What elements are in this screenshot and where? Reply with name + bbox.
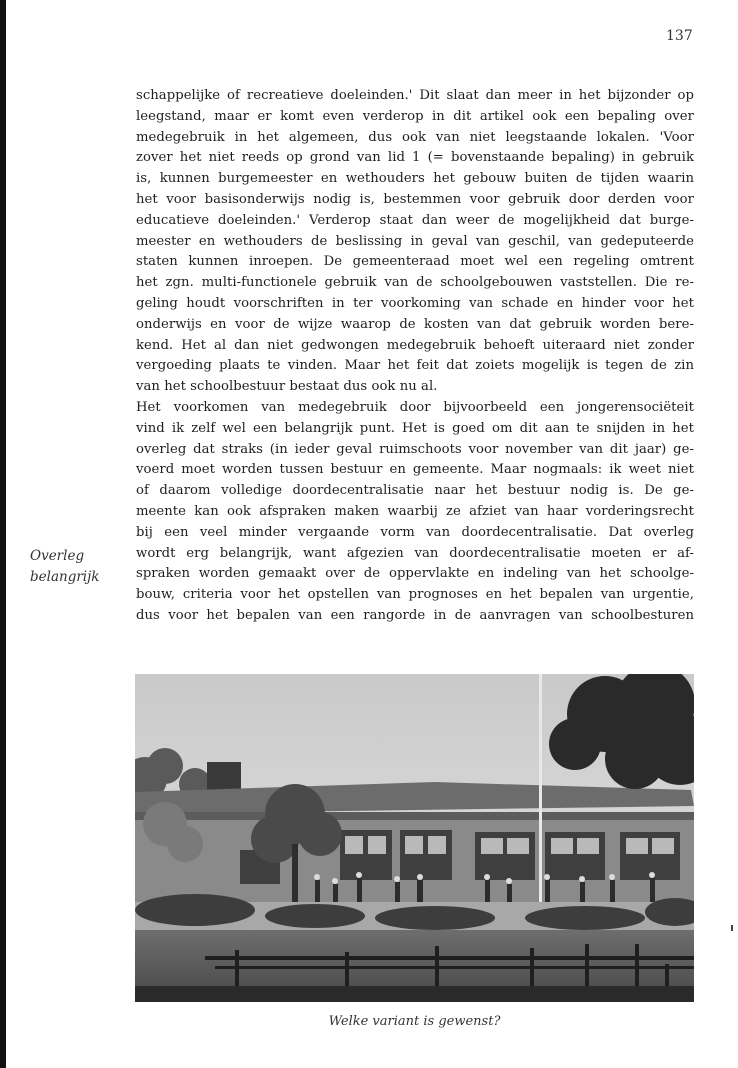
body-line: geling houdt voorschriften in ter voorkoming van schade en hinder voor het [136, 295, 694, 311]
body-text [136, 86, 694, 627]
page-number: 137 [666, 28, 693, 44]
body-line: zover het niet reeds op grond van lid 1 (= bovenstaande bepaling) in gebruik [136, 150, 694, 166]
body-line: dus voor het bepalen van een rangorde in de aanvragen van schoolbesturen [136, 607, 694, 623]
body-line: meente kan ook afspraken maken waarbij ze afziet van haar vorderingsrecht [136, 503, 694, 519]
body-line: onderwijs en voor de wijze waarop de kosten van dat gebruik worden bere- [136, 316, 694, 332]
body-line: overleg dat straks (in ieder geval ruimschoots voor november van dit jaar) ge- [136, 441, 694, 457]
body-line: spraken worden gemaakt over de oppervlakte en indeling van het schoolge- [136, 566, 694, 582]
body-line: of daarom volledige doordecentralisatie naar het bestuur nodig is. De ge- [136, 483, 694, 499]
scan-mark [731, 925, 733, 931]
body-line: staten kunnen inroepen. De gemeenteraad moet wel een regeling omtrent [136, 254, 694, 270]
body-line: meester en wethouders de beslissing in geval van geschil, van gedeputeerde [136, 233, 694, 249]
margin-note-line: belangrijk [30, 569, 100, 585]
body-line: bouw, criteria voor het opstellen van prognoses en het bepalen van urgentie, [136, 587, 694, 603]
body-line: kend. Het al dan niet gedwongen medegebruik behoeft uiteraard niet zonder [136, 337, 694, 353]
body-line: vergoeding plaats te vinden. Maar het feit dat zoiets mogelijk is tegen de zin [136, 358, 694, 374]
body-line: het zgn. multi-functionele gebruik van de schoolgebouwen vaststellen. Die re- [136, 275, 694, 291]
photo-caption: Welke variant is gewenst? [328, 1014, 501, 1029]
margin-note-line: Overleg [30, 548, 85, 564]
school-building-photo [135, 674, 694, 1002]
body-line: is, kunnen burgemeester en wethouders het gebouw buiten de tijden waarin [136, 171, 694, 187]
body-line: leegstand, maar er komt even verderop in dit artikel ook een bepaling over [136, 108, 694, 124]
body-line: het voor basisonderwijs nodig is, bestemmen voor gebruik door derden voor [136, 191, 694, 207]
body-line: voerd moet worden tussen bestuur en gemeente. Maar nogmaals: ik weet niet [136, 462, 694, 478]
body-line: vind ik zelf wel een belangrijk punt. Het is goed om dit aan te snijden in het [136, 420, 694, 436]
body-line: van het schoolbestuur bestaat dus ook nu al. [136, 379, 438, 395]
body-line: medegebruik in het algemeen, dus ook van niet leegstaande lokalen. 'Voor [136, 129, 694, 145]
body-line: Het voorkomen van medegebruik door bijvoorbeeld een jongerensociëteit [136, 399, 694, 415]
page-edge-shadow [0, 0, 6, 1068]
body-line: educatieve doeleinden.' Verderop staat dan weer de mogelijkheid dat burge- [136, 212, 694, 228]
body-line: bij een veel minder vergaande vorm van doordecentralisatie. Dat overleg [136, 524, 694, 540]
body-line: schappelijke of recreatieve doeleinden.' Dit slaat dan meer in het bijzonder op [136, 88, 694, 103]
body-line: wordt erg belangrijk, want afgezien van doordecentralisatie moeten er af- [136, 545, 694, 561]
margin-note [30, 546, 130, 588]
